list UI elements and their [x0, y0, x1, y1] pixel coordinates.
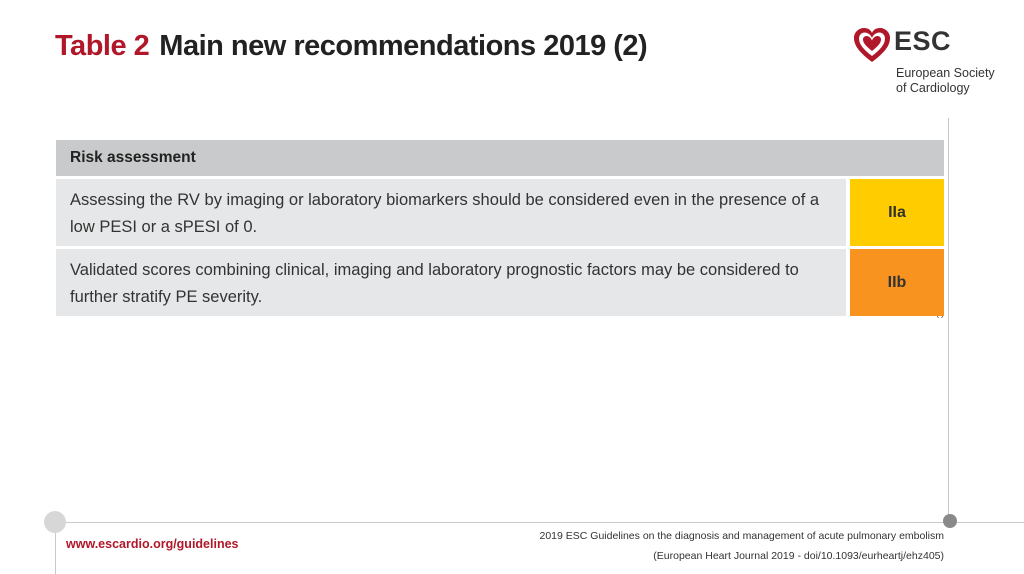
- footer-left-divider: [55, 533, 56, 574]
- esc-heart-icon: [852, 26, 892, 66]
- decor-dot-right: [943, 514, 957, 528]
- table-row: [56, 249, 944, 316]
- recommendation-text: Assessing the RV by imaging or laboratory biomarkers should be considered even in the presence of a low PESI or a sPESI of 0.: [56, 179, 846, 246]
- logo-line2: of Cardiology: [896, 81, 970, 95]
- esc-logo: [852, 24, 1002, 96]
- page-title: [55, 30, 647, 63]
- class-badge: IIb: [850, 249, 944, 316]
- reference-line-2: (European Heart Journal 2019 - doi/10.1093/eurheartj/ehz405): [653, 550, 944, 562]
- class-badge: IIa: [850, 179, 944, 246]
- decor-dot-left: [44, 511, 66, 533]
- section-header: Risk assessment: [56, 140, 944, 176]
- table-row: [56, 179, 944, 246]
- title-text: Main new recommendations 2019 (2): [159, 30, 648, 62]
- logo-line1: European Society: [896, 66, 995, 80]
- logo-name: ESC: [894, 26, 952, 56]
- reference-line-1: 2019 ESC Guidelines on the diagnosis and management of acute pulmonary embolism: [539, 530, 944, 542]
- right-divider: [948, 118, 949, 523]
- footer-divider: [55, 522, 1024, 523]
- guidelines-link[interactable]: www.escardio.org/guidelines: [66, 537, 239, 551]
- recommendation-text: Validated scores combining clinical, imaging and laboratory prognostic factors may be considered to further stratify PE severity.: [56, 249, 846, 316]
- recommendations-table: [56, 140, 944, 319]
- table-number: Table 2: [55, 30, 150, 62]
